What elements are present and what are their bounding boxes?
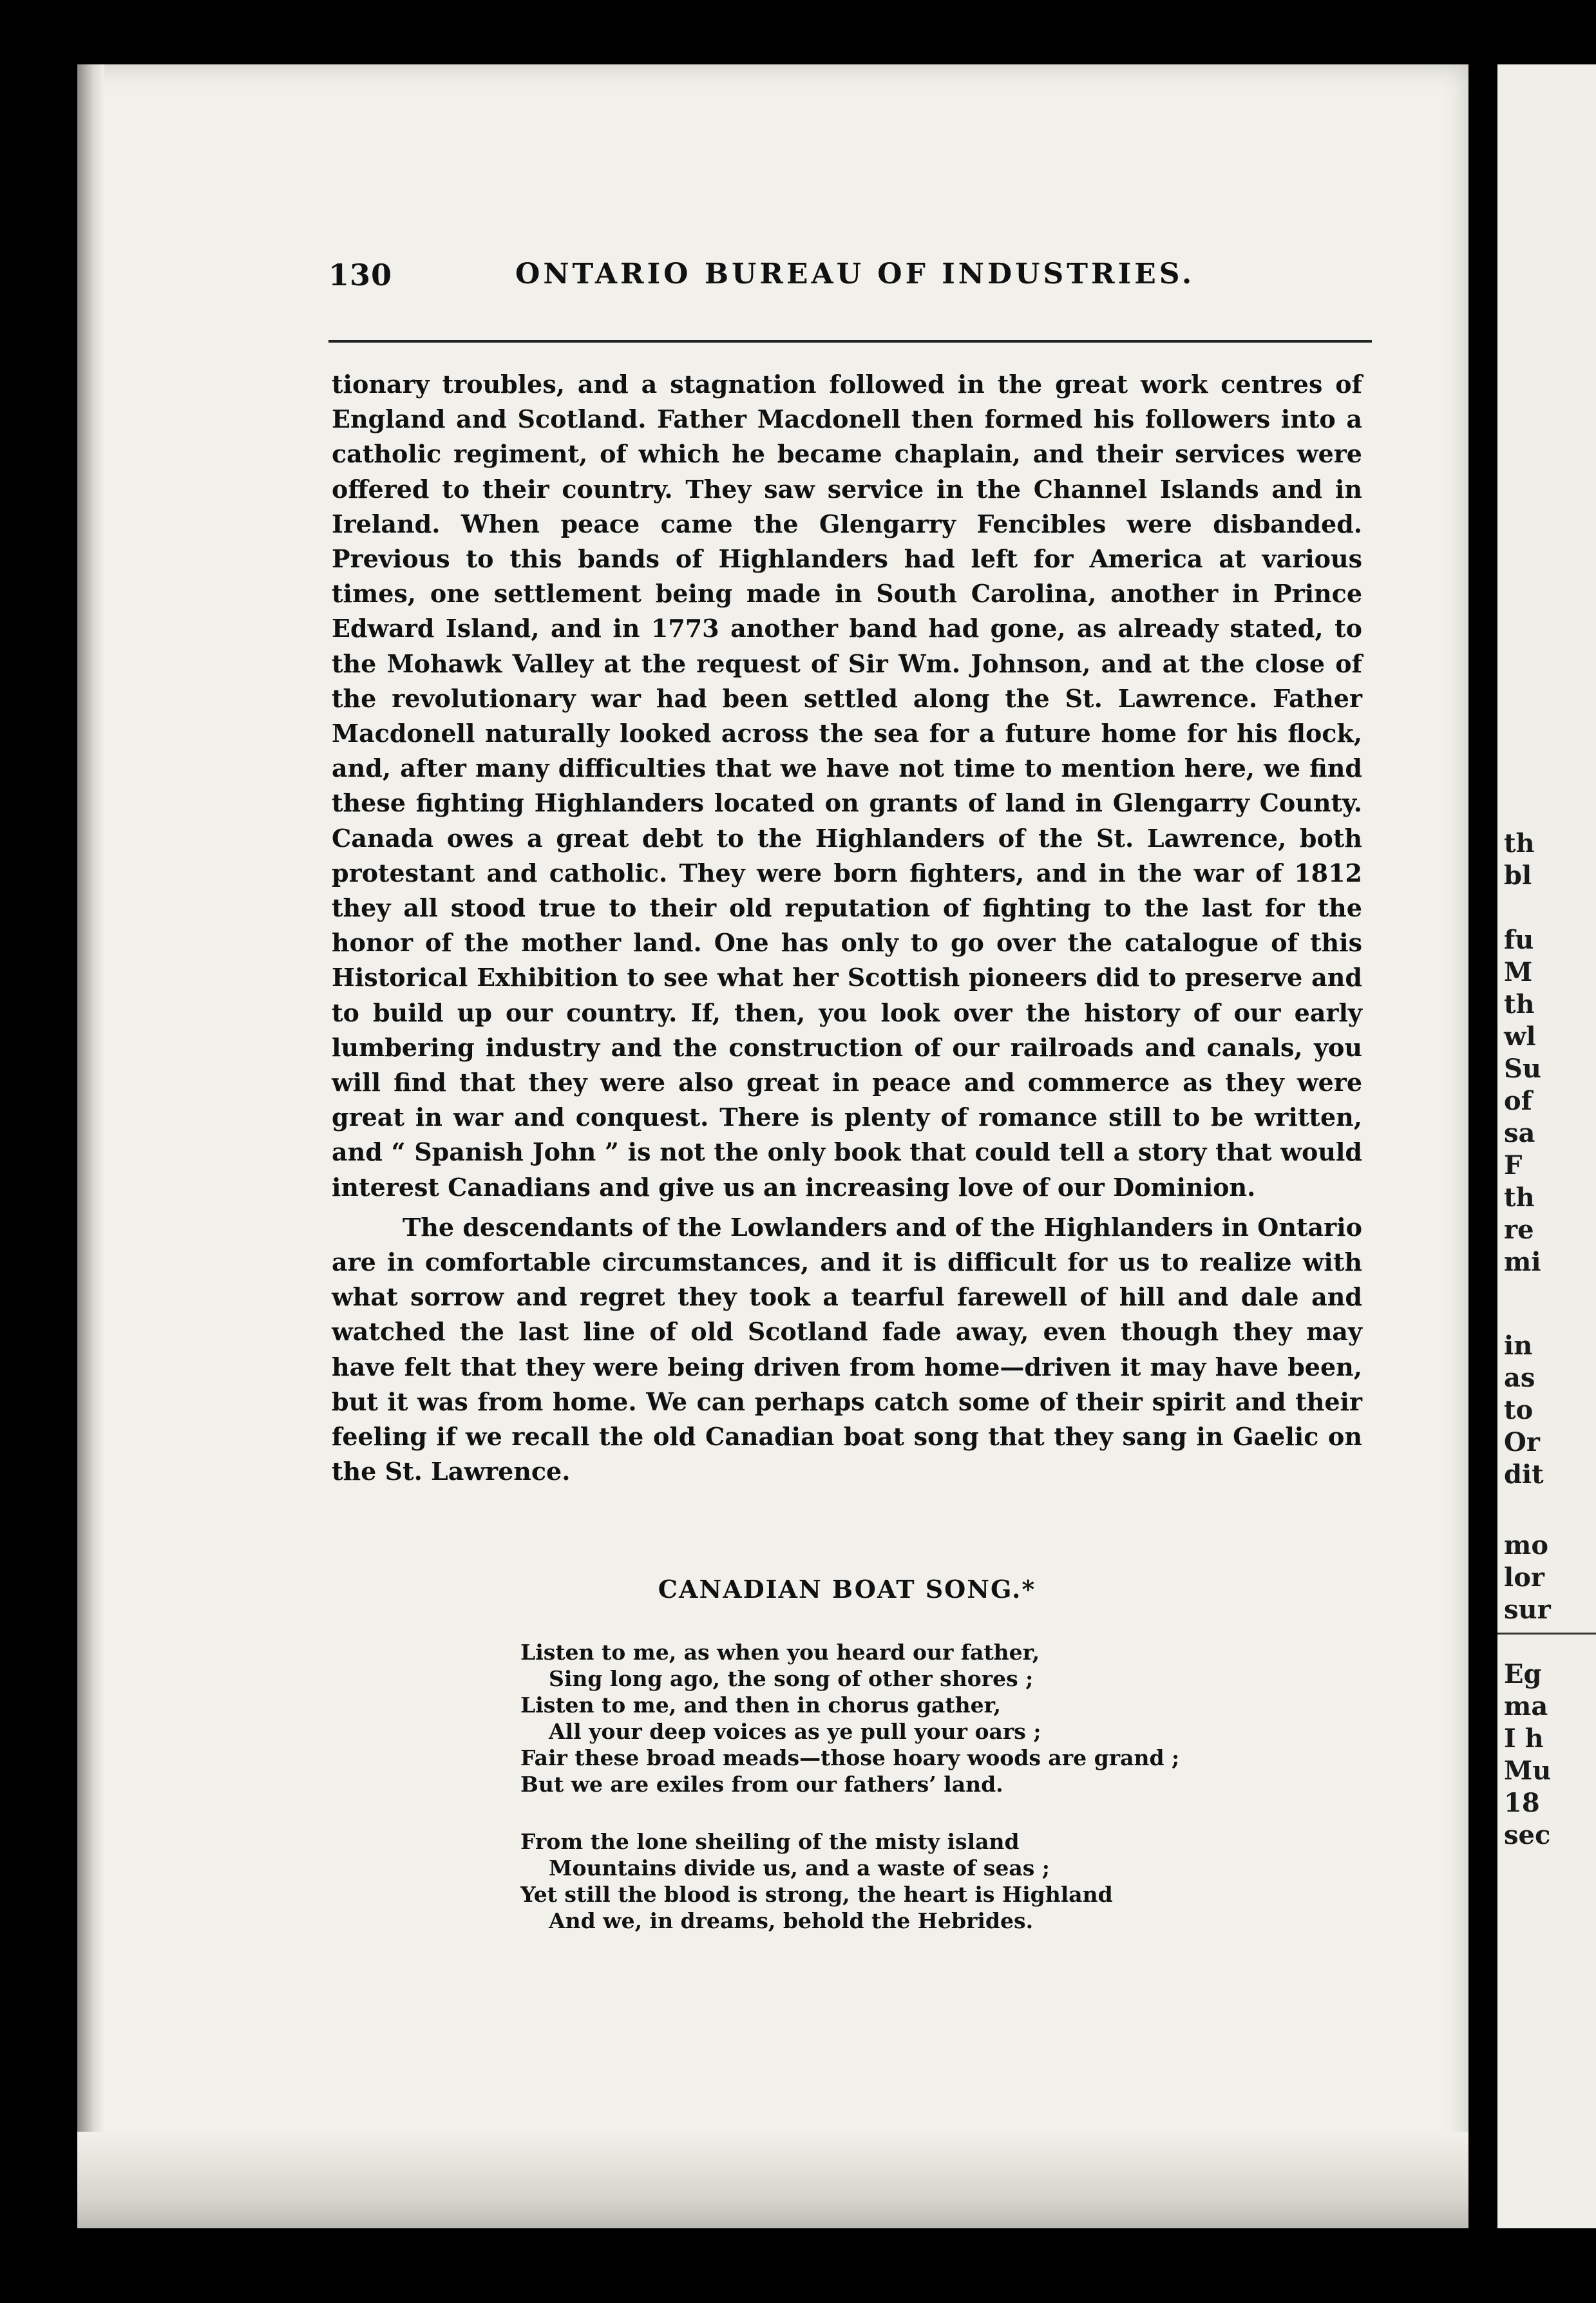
fragment: Su	[1504, 1054, 1541, 1084]
page-header	[328, 258, 1372, 309]
page-bottom-shadow	[77, 2132, 1468, 2228]
fragment: Mu	[1504, 1756, 1552, 1786]
fragment: fu	[1504, 925, 1534, 955]
fragment: Or	[1504, 1427, 1540, 1457]
fragment: 18	[1504, 1788, 1540, 1818]
fragment: th	[1504, 1182, 1535, 1213]
fragment: wl	[1504, 1021, 1536, 1052]
fragment: th	[1504, 828, 1535, 858]
page-gutter-shadow	[77, 64, 104, 2228]
poem-line: Listen to me, and then in chorus gather,	[520, 1692, 1002, 1718]
fragment: of	[1504, 1086, 1532, 1116]
fragment: sur	[1504, 1595, 1551, 1625]
fragment: in	[1504, 1331, 1533, 1361]
footnote-rule	[1497, 1633, 1596, 1635]
fragment: sec	[1504, 1820, 1551, 1850]
fragment: F	[1504, 1150, 1523, 1180]
body-text	[332, 367, 1362, 1490]
running-head: ONTARIO BUREAU OF INDUSTRIES.	[515, 258, 1195, 290]
stanza	[520, 1639, 1358, 1797]
poem-line: Sing long ago, the song of other shores ;	[549, 1666, 1034, 1691]
poem-title: CANADIAN BOAT SONG.*	[658, 1575, 1036, 1604]
fragment: I h	[1504, 1723, 1544, 1754]
fragment: dit	[1504, 1459, 1544, 1490]
fragment: bl	[1504, 860, 1532, 891]
fragment: th	[1504, 989, 1535, 1019]
poem-line: All your deep voices as ye pull your oars ;	[549, 1719, 1041, 1744]
fragment: Eg	[1504, 1659, 1542, 1689]
page-number: 130	[328, 258, 393, 292]
fragment: re	[1504, 1215, 1534, 1245]
poem-line: But we are exiles from our fathers’ land.	[520, 1772, 1003, 1797]
paragraph: tionary troubles, and a stagnation followed in the great work centres of England and Scotland. Father Macdonell then formed his followers into a catholic regiment, of which he became chaplain, and their services were offered to their country. They saw service in the Channel Islands and in Ireland. When peace came the Glengarry Fencibles were disbanded. Previous to this bands of Highlanders had left for America at various times, one settlement being made in South Carolina, another in Prince Edward Island, and in 1773 another band had gone, as already stated, to the Mohawk Valley at the request of Sir Wm. Johnson, and at the close of the revolutionary war had been settled along the St. Lawrence. Father Macdonell naturally looked across the sea for a future home for his flock, and, after many difficulties that we have not time to mention here, we find these fighting Highlanders located on grants of land in Glengarry County. Canada owes a great debt to the Highlanders of the St. Lawrence, both protestant and catholic. They were born fighters, and in the war of 1812 they all stood true to their old reputation of fighting to the last for the honor of the mother land. One has only to go over the catalogue of this Historical Exhibition to see what her Scottish pioneers did to preserve and to build up our country. If, then, you look over the history of our early lumbering industry and the construction of our railroads and canals, you will find that they were also great in peace and commerce as they were great in war and conquest. There is plenty of romance still to be written, and “ Spanish John ” is not the only book that could tell a story that would interest Canadians and give us an increasing love of our Dominion.	[332, 370, 1362, 1202]
poem-line: Listen to me, as when you heard our father,	[520, 1640, 1040, 1665]
fragment: as	[1504, 1363, 1535, 1393]
poem-line: Fair these broad meads—those hoary woods are grand ;	[520, 1745, 1180, 1770]
header-rule	[328, 340, 1372, 343]
poem-line: Yet still the blood is strong, the heart is Highland	[520, 1882, 1113, 1907]
poem	[520, 1639, 1358, 1965]
fragment: mi	[1504, 1247, 1541, 1277]
poem-line: From the lone sheiling of the misty island	[520, 1829, 1020, 1854]
fragment: ma	[1504, 1691, 1548, 1721]
stanza	[520, 1828, 1358, 1934]
fragment: mo	[1504, 1530, 1549, 1560]
adjacent-page	[1497, 64, 1596, 2228]
poem-line: Mountains divide us, and a waste of seas ;	[549, 1855, 1050, 1881]
fragment: M	[1504, 957, 1533, 987]
paragraph: The descendants of the Lowlanders and of the Highlanders in Ontario are in comfortable circumstances, and it is difficult for us to realize with what sorrow and regret they took a tearful farewell of hill and dale and watched the last line of old Scotland fade away, even though they may have felt that they were being driven from home—driven it may have been, but it was from home. We can perhaps catch some of their spirit and their feeling if we recall the old Canadian boat song that they sang in Gaelic on the St. Lawrence.	[332, 1212, 1362, 1486]
poem-line: And we, in dreams, behold the Hebrides.	[549, 1908, 1034, 1933]
fragment: to	[1504, 1395, 1534, 1425]
fragment: sa	[1504, 1118, 1535, 1148]
fragment: lor	[1504, 1562, 1544, 1593]
